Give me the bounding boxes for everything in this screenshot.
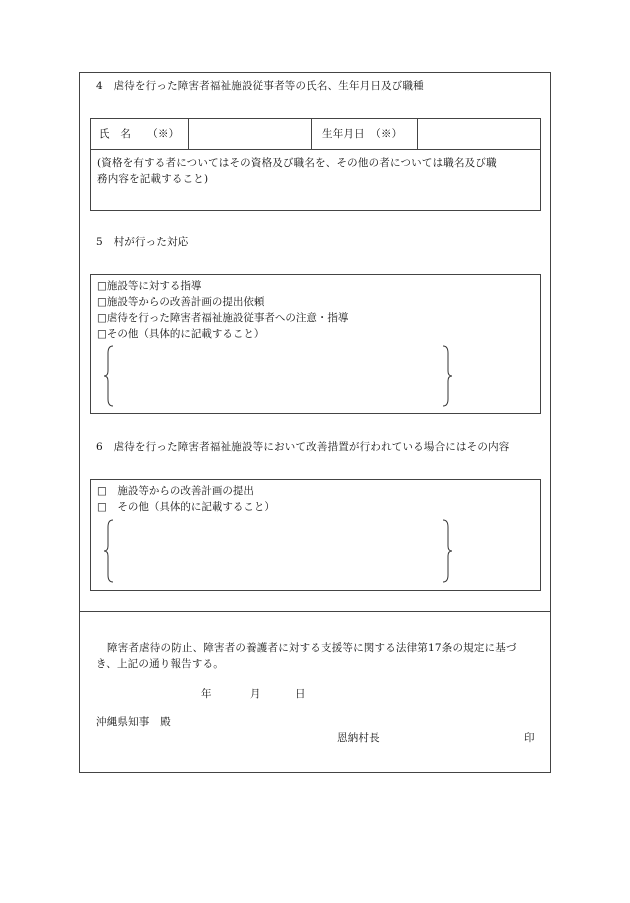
section5-option-plan-request[interactable]: □施設等からの改善計画の提出依頼 [97, 296, 265, 308]
name-label-cell [91, 119, 189, 149]
section5-option-other[interactable]: □その他（具体的に記載すること） [97, 328, 265, 340]
seal-mark: 印 [524, 732, 535, 744]
statement-line2: き、上記の通り報告する。 [96, 658, 224, 670]
section4-note-line2: 務内容を記載すること) [97, 173, 209, 185]
name-value-cell[interactable] [189, 119, 312, 149]
section5-option-staff-warning[interactable]: □虐待を行った障害者福祉施設従事者への注意・指導 [97, 312, 349, 324]
section6-box [90, 479, 541, 591]
date-month: 月 [250, 688, 261, 700]
section6-option-other[interactable]: □ その他（具体的に記載すること） [97, 501, 275, 513]
addressee: 沖縄県知事 殿 [96, 716, 171, 728]
section4-heading: 4 虐待を行った障害者福祉施設従事者等の氏名、生年月日及び職種 [96, 80, 424, 92]
footer-divider [79, 611, 551, 612]
birth-value-cell[interactable] [418, 119, 540, 149]
section4-note-line1: (資格を有する者についてはその資格及び職名を、その他の者については職名及び職 [97, 157, 497, 169]
section5-option-guidance[interactable]: □施設等に対する指導 [97, 280, 202, 292]
section5-other-detail-area[interactable] [113, 345, 443, 407]
section4-table [90, 118, 541, 211]
name-label: 氏 名 （※） [99, 128, 180, 140]
section4-row-divider [91, 149, 540, 150]
date-year: 年 [201, 688, 212, 700]
section6-option-plan-submission[interactable]: □ 施設等からの改善計画の提出 [97, 485, 254, 497]
statement-line1: 障害者虐待の防止、障害者の養護者に対する支援等に関する法律第17条の規定に基づ [107, 642, 517, 654]
section5-box [90, 274, 541, 414]
section6-heading: 6 虐待を行った障害者福祉施設等において改善措置が行われている場合にはその内容 [96, 441, 510, 453]
birth-label: 生年月日 （※） [322, 128, 403, 140]
sender: 恩納村長 [337, 732, 380, 744]
date-day: 日 [295, 688, 306, 700]
section6-other-detail-area[interactable] [113, 519, 443, 583]
section5-heading: 5 村が行った対応 [96, 236, 189, 248]
birth-label-cell [312, 119, 418, 149]
